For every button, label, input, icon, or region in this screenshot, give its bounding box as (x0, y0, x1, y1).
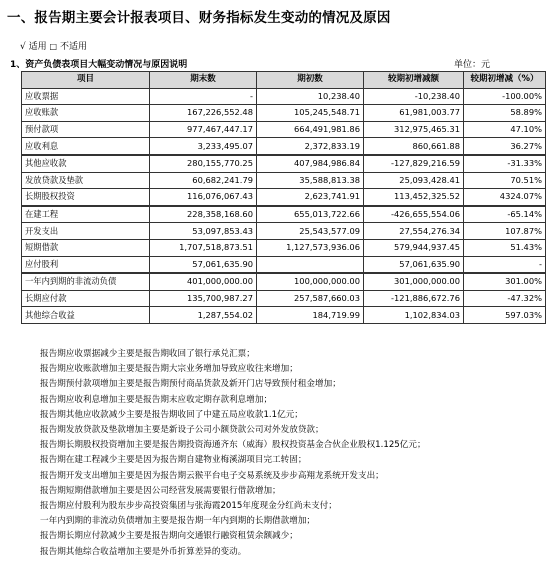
note-line: 报告期应收票据减少主要是报告期收回了银行承兑汇票； (40, 349, 255, 359)
table-row (22, 138, 546, 155)
table-row (22, 206, 546, 223)
row-item-name: 长期应付款 (22, 290, 150, 307)
header-end-balance: 期末数 (150, 72, 257, 89)
subsection-title: 1、资产负债表项目大幅变动情况与原因说明 (10, 60, 188, 70)
change-percent-cell: -100.00% (464, 88, 546, 105)
row-item-name: 其他综合收益 (22, 307, 150, 324)
note-line: 报告期开发支出增加主要是因为报告期云猴平台电子交易系统及步步高翔龙系统开发支出； (40, 470, 384, 481)
begin-balance-cell: 105,245,548.71 (257, 105, 364, 122)
change-amount-cell: 860,661.88 (364, 138, 464, 155)
change-amount-cell: -426,655,554.06 (364, 206, 464, 223)
change-amount-cell: -121,886,672.76 (364, 290, 464, 307)
end-balance-cell: 135,700,987.27 (150, 290, 257, 307)
end-balance-cell: 167,226,552.48 (150, 105, 257, 122)
note-line: 一年内到期的非流动负债增加主要是报告期一年内到期的长期借款增加； (40, 516, 316, 527)
row-item-name: 应收票据 (22, 88, 150, 105)
table-row (22, 121, 546, 138)
change-amount-cell: 57,061,635.90 (364, 256, 464, 273)
change-amount-cell: 579,944,937.45 (364, 239, 464, 256)
change-amount-cell: 1,102,834.03 (364, 307, 464, 324)
table-row (22, 290, 546, 307)
end-balance-cell: 116,076,067.43 (150, 189, 257, 206)
row-item-name: 应付股利 (22, 256, 150, 273)
begin-balance-cell: 2,372,833.19 (257, 138, 364, 155)
change-percent-cell: -47.32% (464, 290, 546, 307)
note-line: 报告期发放贷款及垫款增加主要是新设子公司小额贷款公司对外发放贷款； (40, 425, 324, 436)
section-heading: 一、报告期主要会计报表项目、财务指标发生变动的情况及原因 (7, 10, 391, 26)
begin-balance-cell: 25,543,577.09 (257, 223, 364, 240)
change-amount-cell: 301,000,000.00 (364, 273, 464, 290)
note-line: 报告期应付股利为股东步步高投资集团与张海霞2015年度现金分红尚未支付； (40, 501, 337, 512)
change-amount-cell: 113,452,325.52 (364, 189, 464, 206)
note-line: 报告期预付款项增加主要是报告期预付商品货款及新开门店导致预付租金增加； (40, 379, 341, 390)
begin-balance-cell: 2,623,741.91 (257, 189, 364, 206)
end-balance-cell: 228,358,168.60 (150, 206, 257, 223)
begin-balance-cell: 655,013,722.66 (257, 206, 364, 223)
end-balance-cell: 3,233,495.07 (150, 138, 257, 155)
end-balance-cell: 53,097,853.43 (150, 223, 257, 240)
begin-balance-cell: 664,491,981.86 (257, 121, 364, 138)
notes-list (40, 347, 545, 560)
applicability-line (20, 39, 87, 52)
change-percent-cell: -31.33% (464, 155, 546, 172)
change-percent-cell: 58.89% (464, 105, 546, 122)
change-amount-cell: 25,093,428.41 (364, 172, 464, 189)
not-applicable-label: 不适用 (59, 42, 87, 52)
change-percent-cell: 51.43% (464, 239, 546, 256)
header-change-percent: 较期初增减（%） (464, 72, 546, 89)
change-percent-cell: 4324.07% (464, 189, 546, 206)
change-amount-cell: -10,238.40 (364, 88, 464, 105)
table-row (22, 256, 546, 273)
end-balance-cell: - (150, 88, 257, 105)
change-percent-cell: 107.87% (464, 223, 546, 240)
note-line: 报告期长期应付款减少主要是报告期向交通银行融资租赁余额减少； (40, 531, 298, 542)
change-percent-cell: 301.00% (464, 273, 546, 290)
end-balance-cell: 57,061,635.90 (150, 256, 257, 273)
change-percent-cell: 36.27% (464, 138, 546, 155)
table-header-row (22, 72, 546, 89)
table-row (22, 189, 546, 206)
note-line: 报告期在建工程减少主要是因为报告期自建物业梅溪湖项目完工转固； (40, 455, 307, 466)
end-balance-cell: 1,707,518,873.51 (150, 239, 257, 256)
begin-balance-cell: 35,588,813.38 (257, 172, 364, 189)
row-item-name: 一年内到期的非流动负债 (22, 273, 150, 290)
row-item-name: 长期股权投资 (22, 189, 150, 206)
change-percent-cell: -65.14% (464, 206, 546, 223)
row-item-name: 短期借款 (22, 239, 150, 256)
change-amount-cell: 61,981,003.77 (364, 105, 464, 122)
header-change-amount: 较期初增减额 (364, 72, 464, 89)
table-row (22, 88, 546, 105)
table-row (22, 239, 546, 256)
row-item-name: 发放贷款及垫款 (22, 172, 150, 189)
begin-balance-cell: 10,238.40 (257, 88, 364, 105)
table-row (22, 223, 546, 240)
balance-sheet-changes-table (21, 71, 546, 324)
header-item: 项目 (22, 72, 150, 89)
begin-balance-cell: 184,719.99 (257, 307, 364, 324)
table-row (22, 172, 546, 189)
change-percent-cell: 47.10% (464, 121, 546, 138)
begin-balance-cell: 100,000,000.00 (257, 273, 364, 290)
begin-balance-cell: 1,127,573,936.06 (257, 239, 364, 256)
note-line: 报告期短期借款增加主要是因公司经营发展需要银行借款增加； (40, 485, 281, 496)
change-amount-cell: 312,975,465.31 (364, 121, 464, 138)
header-begin-balance: 期初数 (257, 72, 364, 89)
row-item-name: 应收账款 (22, 105, 150, 122)
table-row (22, 155, 546, 172)
row-item-name: 其他应收款 (22, 155, 150, 172)
note-line: 报告期应收利息增加主要是报告期末应收定期存款利息增加； (40, 394, 273, 405)
end-balance-cell: 1,287,554.02 (150, 307, 257, 324)
table-row (22, 105, 546, 122)
note-line: 报告期其他综合收益增加主要是外币折算差异的变动。 (40, 546, 247, 557)
unchecked-box-icon[interactable]: □ (49, 42, 58, 51)
unit-label: 单位：元 (453, 60, 490, 70)
table-row (22, 273, 546, 290)
end-balance-cell: 401,000,000.00 (150, 273, 257, 290)
row-item-name: 开发支出 (22, 223, 150, 240)
table-row (22, 307, 546, 324)
change-percent-cell: 70.51% (464, 172, 546, 189)
note-line: 报告期应收账款增加主要是报告期大宗业务增加导致应收往来增加； (40, 364, 298, 375)
begin-balance-cell: 407,984,986.84 (257, 155, 364, 172)
end-balance-cell: 60,682,241.79 (150, 172, 257, 189)
end-balance-cell: 280,155,770.25 (150, 155, 257, 172)
checked-mark-icon[interactable]: √ (20, 42, 26, 52)
applicable-label: 适用 (28, 42, 47, 52)
change-amount-cell: 27,554,276.34 (364, 223, 464, 240)
note-line: 报告期长期股权投资增加主要是报告期投资海通齐东（威海）股权投资基金合伙企业股权1.125亿元； (40, 440, 426, 451)
end-balance-cell: 977,467,447.17 (150, 121, 257, 138)
change-percent-cell: 597.03% (464, 307, 546, 324)
row-item-name: 应收利息 (22, 138, 150, 155)
row-item-name: 预付款项 (22, 121, 150, 138)
row-item-name: 在建工程 (22, 206, 150, 223)
begin-balance-cell: 257,587,660.03 (257, 290, 364, 307)
note-line: 报告期其他应收款减少主要是报告期收回了中建五局应收款1.1亿元； (40, 409, 303, 420)
change-percent-cell: - (464, 256, 546, 273)
begin-balance-cell (257, 256, 364, 273)
change-amount-cell: -127,829,216.59 (364, 155, 464, 172)
